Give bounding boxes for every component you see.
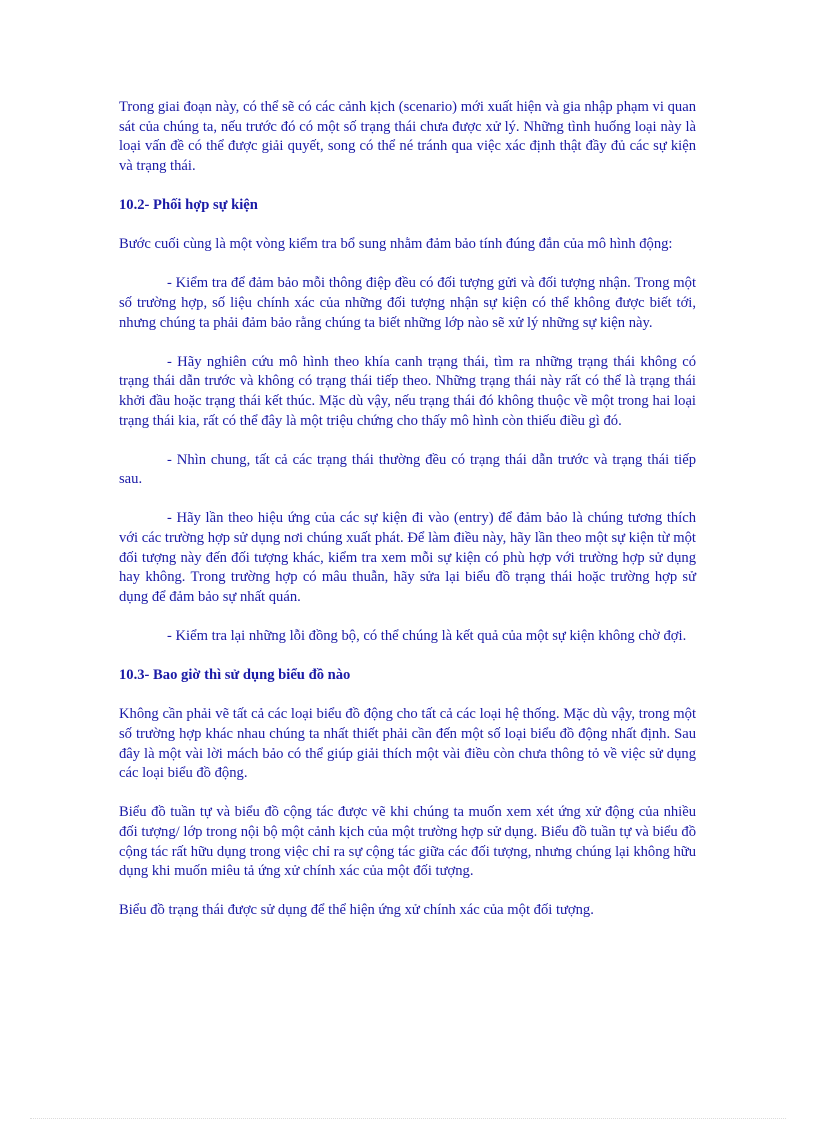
document-page	[119, 98, 696, 941]
checklist-item-entry-events: - Hãy lần theo hiệu ứng của các sự kiện đi vào (entry) để đảm bảo là chúng tương thích với các trường hợp sử dụng nơi chúng xuất phát. Để làm điều này, hãy lần theo một sự kiện từ một đối tượng này đến đối tượng khác, kiểm tra xem mỗi sự kiện có phù hợp với trường hợp sử dụng hay không. Trong trường hợp có mâu thuẫn, hãy sửa lại biểu đồ trạng thái hoặc trường hợp sử dụng để đảm bảo sự nhất quán.	[119, 510, 696, 605]
intro-paragraph: Trong giai đoạn này, có thể sẽ có các cảnh kịch (scenario) mới xuất hiện và gia nhập phạm vi quan sát của chúng ta, nếu trước đó có một số trạng thái chưa được xử lý. Những tình huống loại này là loại vấn đề có thể được giải quyết, song có thể né tránh qua việc xác định thật đầy đủ các sự kiện và trạng thái.	[119, 99, 696, 174]
page-bottom-divider	[30, 1118, 786, 1119]
section-10-3-intro: Không cần phải vẽ tất cả các loại biểu đồ động cho tất cả các loại hệ thống. Mặc dù vậy, trong một số trường hợp khác nhau chúng ta nhất thiết phải cần đến một số loại biểu đồ động nhất định. Sau đây là một vài lời mách bảo có thể giúp giải thích một vài điều còn chưa thông tỏ về việc sử dụng các loại biểu đồ động.	[119, 706, 696, 782]
checklist-item-general: - Nhìn chung, tất cả các trạng thái thường đều có trạng thái dẫn trước và trạng thái tiếp sau.	[119, 451, 696, 488]
state-diagram-paragraph: Biểu đồ trạng thái được sử dụng để thể hiện ứng xử chính xác của một đối tượng.	[119, 902, 594, 919]
checklist-item-states: - Hãy nghiên cứu mô hình theo khía canh trạng thái, tìm ra những trạng thái không có trạng thái dẫn trước và không có trạng thái tiếp theo. Những trạng thái này rất có thể là trạng thái khởi đầu hoặc trạng thái kết thúc. Mặc dù vậy, nếu trạng thái đó không thuộc về một trong hai loại trạng thái kia, rất có thể đây là một triệu chứng cho thấy mô hình còn thiếu điều gì đó.	[119, 353, 696, 429]
section-heading-10-3: 10.3- Bao giờ thì sử dụng biểu đồ nào	[119, 667, 351, 684]
section-10-2-intro: Bước cuối cùng là một vòng kiểm tra bổ sung nhằm đảm bảo tính đúng đắn của mô hình động:	[119, 236, 673, 253]
section-heading-10-2: 10.2- Phối hợp sự kiện	[119, 196, 258, 213]
sequence-collaboration-paragraph: Biểu đồ tuần tự và biểu đồ cộng tác được vẽ khi chúng ta muốn xem xét ứng xử động của nhiều đối tượng/ lớp trong nội bộ một cảnh kịch của một trường hợp sử dụng. Biểu đồ tuần tự và biểu đồ cộng tác rất hữu dụng trong việc chỉ ra sự cộng tác giữa các đối tượng, nhưng chúng lại không hữu dụng khi muốn miêu tả ứng xử chính xác của một đối tượng.	[119, 804, 696, 880]
checklist-item-messages: - Kiểm tra để đảm bảo mỗi thông điệp đều có đối tượng gửi và đối tượng nhận. Trong một số trường hợp, số liệu chính xác của những đối tượng nhận sự kiện có thể không được biết tới, nhưng chúng ta phải đảm bảo rằng chúng ta biết những lớp nào sẽ xử lý những sự kiện này.	[119, 275, 696, 331]
checklist-item-sync-errors: - Kiểm tra lại những lỗi đồng bộ, có thể chúng là kết quả của một sự kiện không chờ đợi.	[167, 628, 687, 645]
